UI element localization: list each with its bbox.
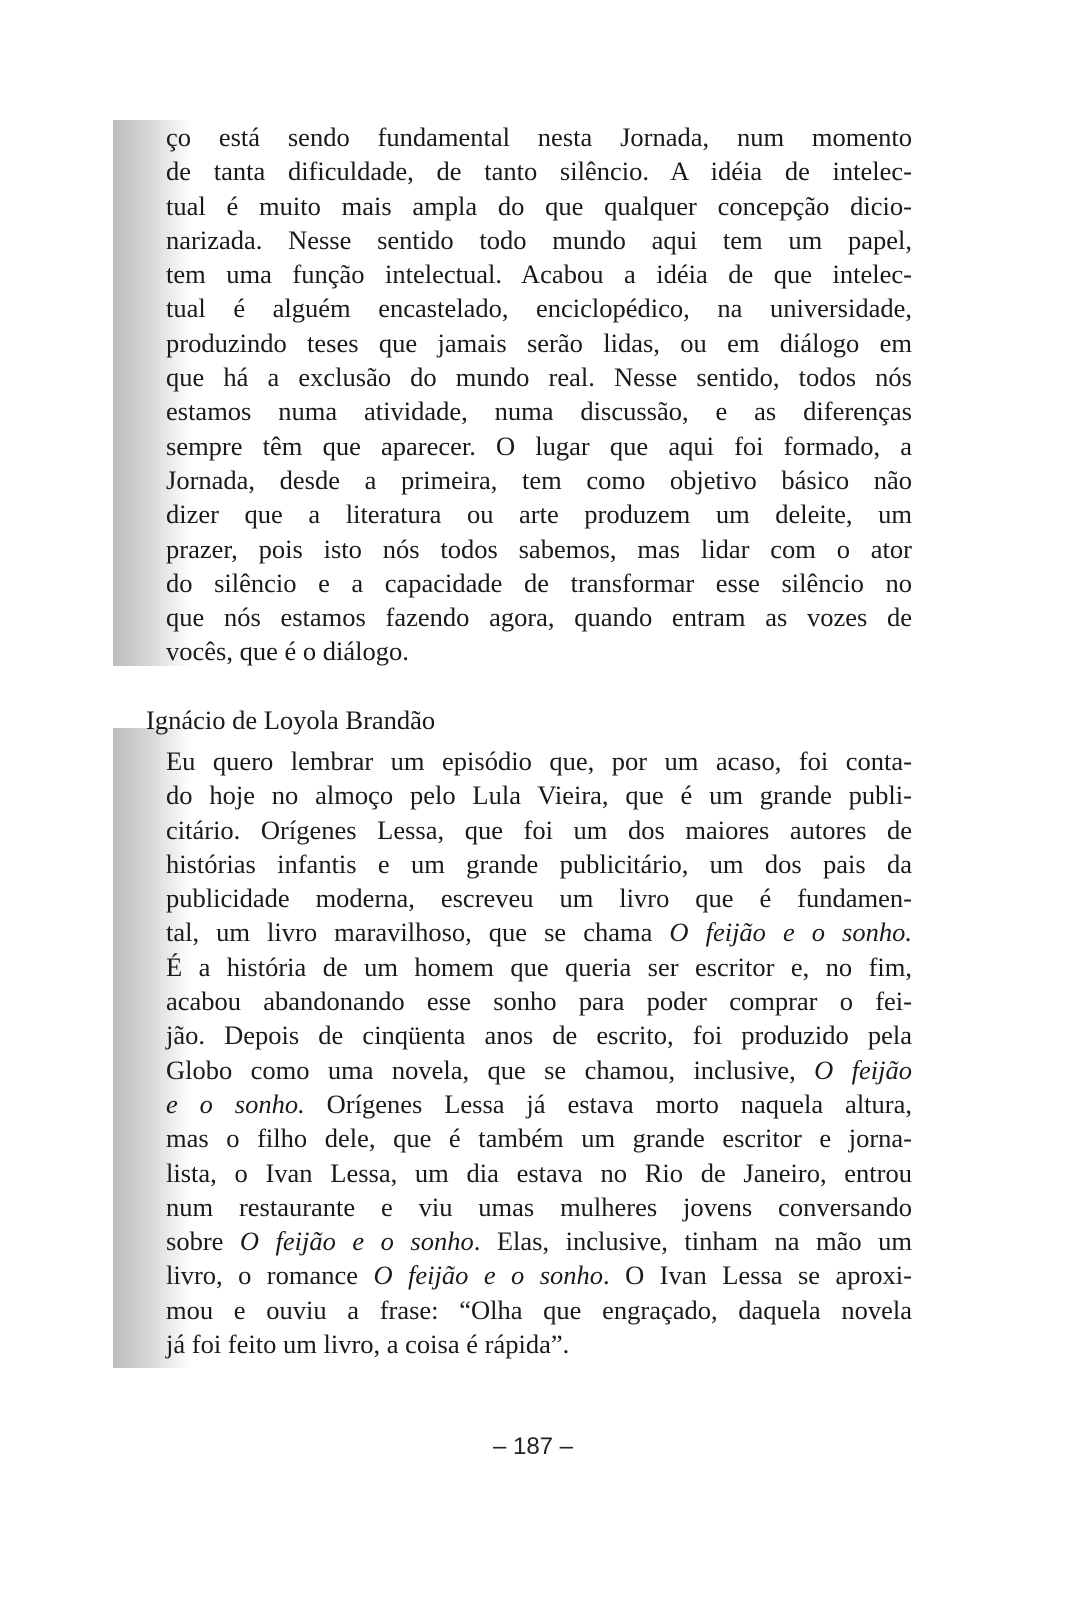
text-run: sobre [166, 1226, 240, 1257]
text-line: histórias infantis e um grande publicitário, um dos pais da [166, 848, 912, 879]
speaker-name: Ignácio de Loyola Brandão [146, 705, 436, 735]
text-line: vocês, que é o diálogo. [166, 636, 409, 667]
text-line: Jornada, desde a primeira, tem como objetivo básico não [166, 464, 912, 495]
text-line [166, 1258, 912, 1292]
text-line: tual é muito mais ampla do que qualquer concepção dicio- [166, 190, 912, 221]
text-line: que nós estamos fazendo agora, quando entram as vozes de [166, 602, 912, 633]
text-line: de tanta dificuldade, de tanto silêncio. A idéia de intelec- [166, 156, 912, 187]
speaker-paragraph [166, 744, 912, 1361]
book-title-italic: e o sonho. [166, 1088, 305, 1119]
text-line: prazer, pois isto nós todos sabemos, mas lidar com o ator [166, 533, 912, 564]
text-line: do silêncio e a capacidade de transformar esse silêncio no [166, 567, 912, 598]
text-line: mou e ouviu a frase: “Olha que engraçado, daquela novela [166, 1294, 912, 1325]
text-run: Globo como uma novela, que se chamou, inclusive, [166, 1054, 815, 1085]
text-line: acabou abandonando esse sonho para poder comprar o fei- [166, 986, 912, 1017]
text-line: Eu quero lembrar um episódio que, por um acaso, foi conta- [166, 746, 912, 776]
text-line: narizada. Nesse sentido todo mundo aqui tem um papel, [166, 224, 912, 255]
text-line: mas o filho dele, que é também um grande escritor e jorna- [166, 1123, 912, 1154]
text-line [166, 1053, 912, 1087]
paragraph-continuation [166, 120, 912, 669]
book-title-italic: O feijão e o sonho [239, 1226, 474, 1257]
text-line: jão. Depois de cinqüenta anos de escrito, foi produzido pela [166, 1020, 912, 1051]
text-line: produzindo teses que jamais serão lidas, ou em diálogo em [166, 327, 912, 358]
text-line: tem uma função intelectual. Acabou a idéia de que intelec- [166, 259, 912, 290]
text-line [166, 1087, 912, 1121]
text-run: livro, o romance [166, 1260, 374, 1291]
text-line [166, 915, 912, 949]
text-line: tual é alguém encastelado, enciclopédico, na universidade, [166, 293, 912, 324]
page-number: – 187 – [492, 1433, 574, 1460]
text-run: . O Ivan Lessa se aproxi- [603, 1260, 912, 1291]
book-title-italic: O feijão [814, 1054, 912, 1085]
text-line: É a história de um homem que queria ser escritor e, no fim, [166, 951, 912, 982]
text-line: dizer que a literatura ou arte produzem um deleite, um [166, 499, 912, 530]
text-line: que há a exclusão do mundo real. Nesse sentido, todos nós [166, 362, 912, 393]
text-line: num restaurante e viu umas mulheres jovens conversando [166, 1191, 912, 1222]
text-line: já foi feito um livro, a coisa é rápida”. [166, 1329, 570, 1360]
book-title-italic: O feijão e o sonho [373, 1260, 604, 1291]
text-line: sempre têm que aparecer. O lugar que aqui foi formado, a [166, 430, 912, 461]
text-line [166, 1224, 912, 1258]
text-run: . Elas, inclusive, tinham na mão um [473, 1226, 912, 1257]
text-line: estamos numa atividade, numa discussão, e as diferenças [166, 396, 912, 427]
text-run: tal, um livro maravilhoso, que se chama [166, 917, 670, 948]
text-line: lista, o Ivan Lessa, um dia estava no Rio de Janeiro, entrou [166, 1157, 912, 1188]
text-line: do hoje no almoço pelo Lula Vieira, que é um grande publi- [166, 780, 912, 811]
text-run: Orígenes Lessa já estava morto naquela altura, [304, 1088, 913, 1119]
text-line: citário. Orígenes Lessa, que foi um dos maiores autores de [166, 814, 912, 845]
text-line: ço está sendo fundamental nesta Jornada, num momento [166, 122, 912, 152]
text-line: publicidade moderna, escreveu um livro que é fundamen- [166, 883, 912, 914]
book-title-italic: O feijão e o sonho. [669, 917, 912, 948]
